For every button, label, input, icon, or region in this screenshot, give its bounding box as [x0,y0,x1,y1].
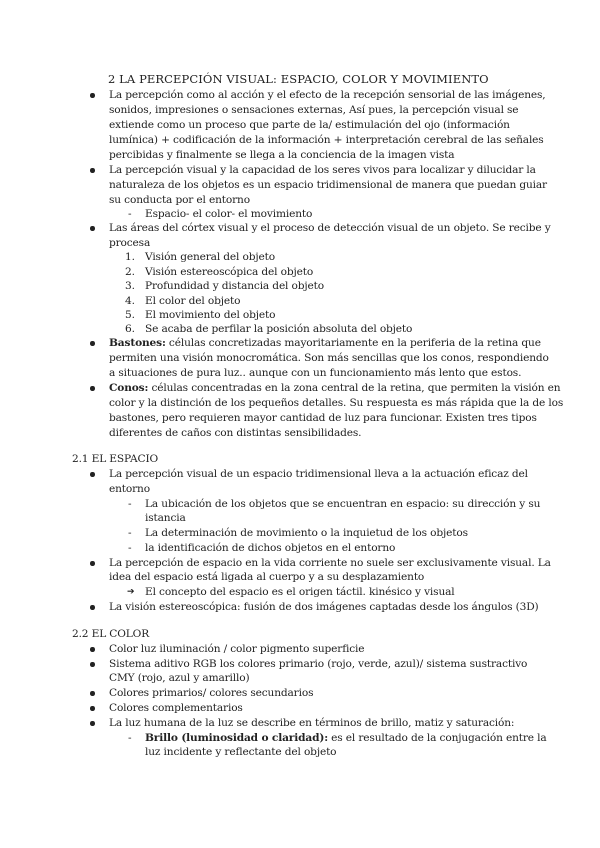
bullet-line: La luz humana de la luz se describe en términos de brillo, matiz y saturación: [109,717,515,729]
text-line: procesa [109,237,151,249]
numbered-item: 2. Visión estereoscópica del objeto [125,266,314,278]
bullet-line: Colores complementarios [109,702,243,714]
bullet-line: Las áreas del córtex visual y el proceso de detección visual de un objeto. Se recibe y [109,222,551,234]
bullet-line: La percepción visual de un espacio tridimensional lleva a la actuación eficaz del [109,468,528,480]
bullet-line: Colores primarios/ colores secundarios [109,687,314,699]
text-line: naturaleza de los objetos es un espacio tridimensional de manera que puedan guiar [109,179,547,191]
numbered-item: 1. Visión general del objeto [125,251,275,263]
numbered-item: 6. Se acaba de perfilar la posición absoluta del objeto [125,323,413,335]
arrow-item: ➔ El concepto del espacio es el origen táctil. kinésico y visual [145,585,455,599]
bullet-line: La percepción visual y la capacidad de los seres vivos para localizar y dilucidar la [109,164,536,176]
text-line: color y la distinción de los pequeños detalles. Su respuesta es más rápida que la de los [109,397,564,409]
section-title: 2 LA PERCEPCIÓN VISUAL: ESPACIO, COLOR Y MOVIMIENTO [108,72,489,86]
text-line: a situaciones de pura luz.. aunque con un funcionamiento más lento que estos. [109,367,522,379]
text-line: luz incidente y reflectante del objeto [145,746,337,758]
dash-item: - La ubicación de los objetos que se encuentran en espacio: su dirección y su [145,497,540,511]
dash-item: - la identificación de dichos objetos en el entorno [145,541,395,555]
text-line: sonidos, impresiones o sensaciones externas, Así pues, la percepción visual se [109,104,519,116]
text-line: extiende como un proceso que parte de la/ estimulación del ojo (información [109,119,510,131]
bullet-line: Sistema aditivo RGB los colores primario (rojo, verde, azul)/ sistema sustractivo [109,658,528,670]
bullet-line: Conos: células concentradas en la zona central de la retina, que permiten la visión en [109,382,561,394]
bullet-line: Bastones: células concretizadas mayoritariamente en la periferia de la retina que [109,337,541,349]
text-line: lumínica) + codificación de la información + interpretación cerebral de las señales [109,134,544,146]
dash-item: - Espacio- el color- el movimiento [145,207,312,221]
bullet-line: La percepción como al acción y el efecto de la recepción sensorial de las imágenes, [109,89,546,101]
bullet-line: Color luz iluminación / color pigmento superficie [109,643,365,655]
numbered-item: 4. El color del objeto [125,295,241,307]
text-line: CMY (rojo, azul y amarillo) [109,672,250,684]
numbered-item: 5. El movimiento del objeto [125,309,276,321]
text-line: bastones, pero requieren mayor cantidad de luz para funcionar. Existen tres tipos [109,412,537,424]
section-heading: 2.2 EL COLOR [72,628,150,640]
bullet-line: La percepción de espacio en la vida corriente no suele ser exclusivamente visual. La [109,557,551,569]
dash-item: - Brillo (luminosidad o claridad): es el resultado de la conjugación entre la [145,731,547,745]
dash-item: - La determinación de movimiento o la inquietud de los objetos [145,526,468,540]
numbered-item: 3. Profundidad y distancia del objeto [125,280,324,292]
text-line: idea del espacio está ligada al cuerpo y a su desplazamiento [109,571,425,583]
text-line: permiten una visión monocromática. Son más sencillas que los conos, respondiendo [109,352,549,364]
section-heading: 2.1 EL ESPACIO [72,453,159,465]
text-line: diferentes de caños con distintas sensibilidades. [109,427,362,439]
text-line: su conducta por el entorno [109,194,250,206]
bullet-line: La visión estereoscópica: fusión de dos imágenes captadas desde los ángulos (3D) [109,601,539,613]
text-line: percibidas y finalmente se llega a la conciencia de la imagen vista [109,149,455,161]
text-line: istancia [145,512,186,524]
text-line: entorno [109,483,150,495]
